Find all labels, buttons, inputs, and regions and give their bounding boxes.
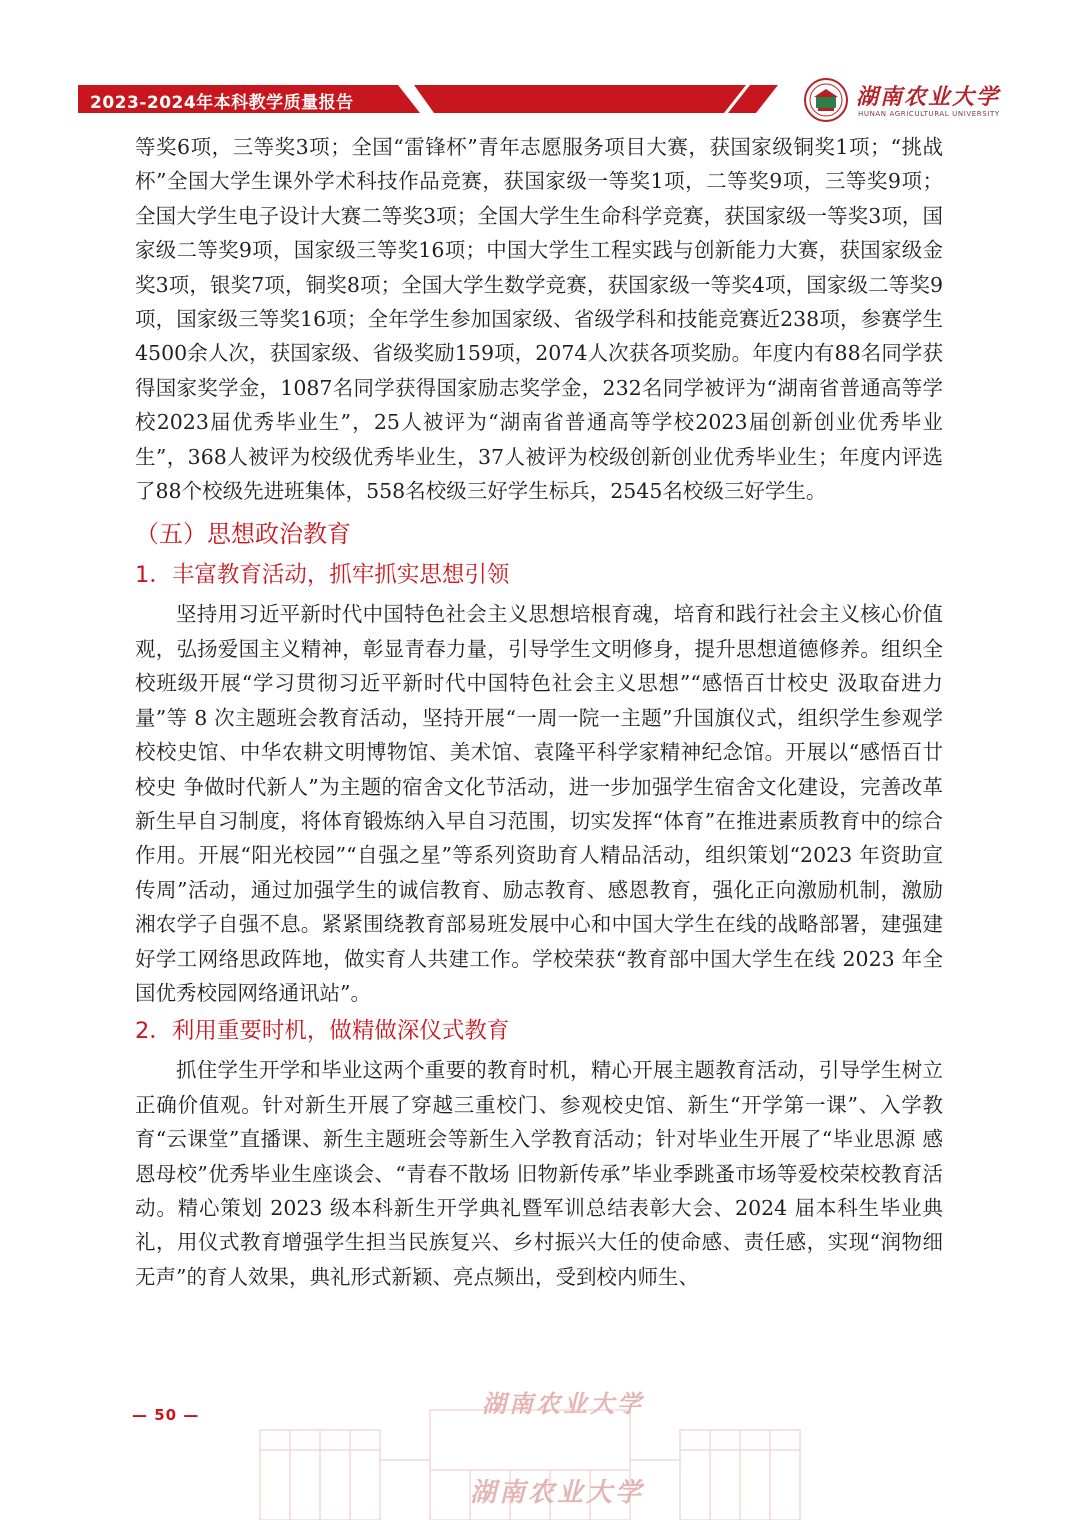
section-heading: （五）思想政治教育 — [135, 520, 351, 549]
paragraph-awards: 等奖6项，三等奖3项；全国“雷锋杯”青年志愿服务项目大赛，获国家级铜奖1项；“挑战杯”全国大学生课外学术科技作品竞赛，获国家级一等奖1项，二等奖9项，三等奖9项；全国大学生电子设计大赛二等奖3项；全国大学生生命科学竞赛，获国家级一等奖3项，国家级二等奖9项，国家级三等奖16项；中国大学生工程实践与创新能力大赛，获国家级金奖3项，银奖7项，铜奖8项；全国大学生数学竞赛，获国家级一等奖4项，国家级二等奖9项，国家级三等奖16项；全年学生参加国家级、省级学科和技能竞赛近238项，参赛学生4500余人次，获国家级、省级奖励159项，2074人次获各项奖励。年度内有88名同学获得国家奖学金，1087名同学获得国家励志奖学金，232名同学被评为“湖南省普通高等学校2023届优秀毕业生”，25人被评为“湖南省普通高等学校2023届创新创业优秀毕业生”，368人被评为校级优秀毕业生，37人被评为校级创新创业优秀毕业生；年度内评选了88个校级先进班集体，558名校级三好学生标兵，2545名校级三好学生。 — [135, 135, 943, 504]
paragraph-ceremony-education: 抓住学生开学和毕业这两个重要的教育时机，精心开展主题教育活动，引导学生树立正确价值观。针对新生开展了穿越三重校门、参观校史馆、新生“开学第一课”、入学教育“云课堂”直播课、新生主题班会等新生入学教育活动；针对毕业生开展了“毕业思源 感恩母校”优秀毕业生座谈会、“青春不散场 旧物新传承”毕业季跳蚤市场等爱校荣校教育活动。精心策划 2023 级本科新生开学典礼暨军训总结表彰大会、2024 届本科生毕业典礼，用仪式教育增强学生担当民族复兴、乡村振兴大任的使命感、责任感，实现“润物细无声”的育人效果，典礼形式新颖、亮点频出，受到校内师生、 — [135, 1058, 943, 1289]
university-logo — [794, 72, 1004, 128]
university-name: 湖南农业大学 — [856, 84, 1001, 110]
report-content — [135, 130, 943, 1294]
footer-calligraphy-top: 湖南农业大学 — [482, 1389, 644, 1418]
university-name-en: HUNAN AGRICULTURAL UNIVERSITY — [858, 110, 1000, 118]
subsection-heading-2: 2．利用重要时机，做精做深仪式教育 — [135, 1018, 510, 1045]
page-number: — 50 — — [132, 1406, 200, 1424]
subsection-heading-1: 1．丰富教育活动，抓牢抓实思想引领 — [135, 562, 510, 589]
footer-calligraphy-bottom: 湖南农业大学 — [470, 1478, 645, 1508]
university-seal-icon — [804, 78, 848, 122]
report-title: 2023-2024年本科教学质量报告 — [90, 93, 354, 113]
paragraph-ideological-activities: 坚持用习近平新时代中国特色社会主义思想培根育魂，培育和践行社会主义核心价值观，弘扬爱国主义精神，彰显青春力量，引导学生文明修身，提升思想道德修养。组织全校班级开展“学习贯彻习近平新时代中国特色社会主义思想”“感悟百廿校史 汲取奋进力量”等 8 次主题班会教育活动，坚持开展“一周一院一主题”升国旗仪式，组织学生参观学校校史馆、中华农耕文明博物馆、美术馆、袁隆平科学家精神纪念馆。开展以“感悟百廿校史 争做时代新人”为主题的宿舍文化节活动，进一步加强学生宿舍文化建设，完善改革新生早自习制度，将体育锻炼纳入早自习范围，切实发挥“体育”在推进素质教育中的综合作用。开展“阳光校园”“自强之星”等系列资助育人精品活动，组织策划“2023 年资助宣传周”活动，通过加强学生的诚信教育、励志教育、感恩教育，强化正向激励机制，激励湘农学子自强不息。紧紧围绕教育部易班发展中心和中国大学生在线的战略部署，建强建好学工网络思政阵地，做实育人共建工作。学校荣获“教育部中国大学生在线 2023 年全国优秀校园网络通讯站”。 — [135, 602, 943, 1005]
